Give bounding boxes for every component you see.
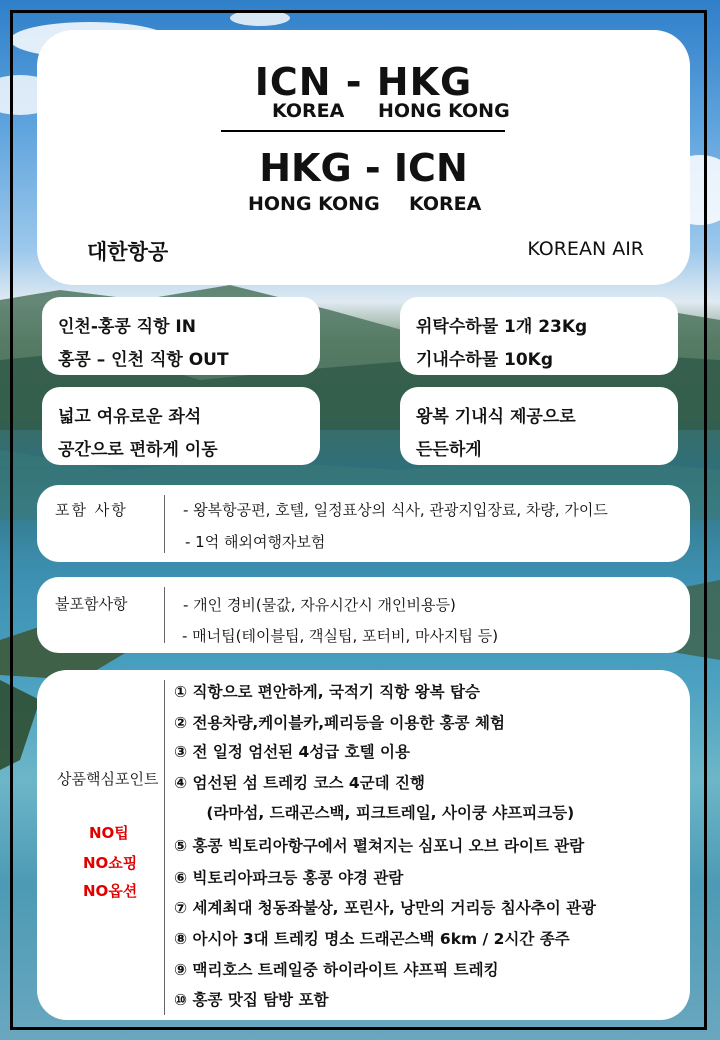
key-point-item: ③ 전 일정 엄선된 4성급 호텔 이용 [174, 743, 410, 761]
seat-line-1: 넓고 여유로운 좌석 [58, 407, 202, 427]
direct-flight-out: 홍콩 – 인천 직항 OUT [58, 350, 229, 370]
inbound-destination: KOREA [409, 193, 482, 215]
key-points-section [37, 670, 690, 1020]
direct-flight-in: 인천-홍콩 직항 IN [58, 317, 196, 337]
excluded-item: - 개인 경비(물값, 자유시간시 개인비용등) [183, 596, 456, 614]
outbound-origin: KOREA [272, 100, 345, 122]
no-shopping-badge: NO쇼핑 [83, 854, 138, 872]
included-divider [164, 495, 165, 553]
included-item: - 1억 해외여행자보험 [185, 533, 326, 551]
meal-line-1: 왕복 기내식 제공으로 [416, 407, 576, 427]
flight-route-card [37, 30, 690, 285]
airline-name-english: KOREAN AIR [527, 238, 644, 260]
direct-flight-box [42, 297, 320, 375]
inbound-origin: HONG KONG [248, 193, 380, 215]
inbound-route: HKG - ICN [259, 146, 468, 190]
key-point-item: ② 전용차량,케이블카,페리등을 이용한 홍콩 체험 [174, 714, 505, 732]
key-point-item: (라마섬, 드래곤스백, 피크트레일, 사이쿵 샤프피크등) [174, 804, 575, 822]
route-divider [221, 130, 505, 132]
no-tip-badge: NO팁 [89, 824, 129, 842]
meal-line-2: 든든하게 [416, 440, 482, 460]
outbound-route: ICN - HKG [254, 60, 473, 104]
key-points-divider [164, 680, 165, 1015]
baggage-box [400, 297, 678, 375]
outbound-destination: HONG KONG [378, 100, 510, 122]
included-item: - 왕복항공편, 호텔, 일정표상의 식사, 관광지입장료, 차량, 가이드 [183, 501, 608, 519]
included-section [37, 485, 690, 562]
airline-name-korean: 대한항공 [87, 240, 169, 264]
no-option-badge: NO옵션 [83, 882, 138, 900]
key-point-item: ④ 엄선된 섬 트레킹 코스 4군데 진행 [174, 774, 425, 792]
key-point-item: ① 직항으로 편안하게, 국적기 직항 왕복 탑승 [174, 683, 480, 701]
key-point-item: ⑨ 맥리호스 트레일중 하이라이트 샤프픽 트레킹 [174, 961, 499, 979]
key-point-item: ⑤ 홍콩 빅토리아항구에서 펼쳐지는 심포니 오브 라이트 관람 [174, 837, 585, 855]
key-point-item: ⑧ 아시아 3대 트레킹 명소 드래곤스백 6km / 2시간 종주 [174, 930, 570, 948]
carry-on-baggage: 기내수하물 10Kg [416, 350, 554, 370]
key-points-label: 상품핵심포인트 [57, 770, 159, 788]
key-point-item: ⑩ 홍콩 맛집 탐방 포함 [174, 991, 329, 1009]
seat-line-2: 공간으로 편하게 이동 [58, 440, 218, 460]
meal-box [400, 387, 678, 465]
included-label: 포함 사항 [55, 501, 128, 519]
seat-box [42, 387, 320, 465]
excluded-divider [164, 587, 165, 643]
excluded-section [37, 577, 690, 653]
key-point-item: ⑦ 세계최대 청동좌불상, 포린사, 낭만의 거리등 침사추이 관광 [174, 899, 597, 917]
checked-baggage: 위탁수하물 1개 23Kg [416, 317, 588, 337]
excluded-label: 불포함사항 [55, 595, 128, 613]
excluded-item: - 매너팁(테이블팁, 객실팁, 포터비, 마사지팁 등) [182, 627, 499, 645]
key-point-item: ⑥ 빅토리아파크등 홍콩 야경 관람 [174, 869, 404, 887]
